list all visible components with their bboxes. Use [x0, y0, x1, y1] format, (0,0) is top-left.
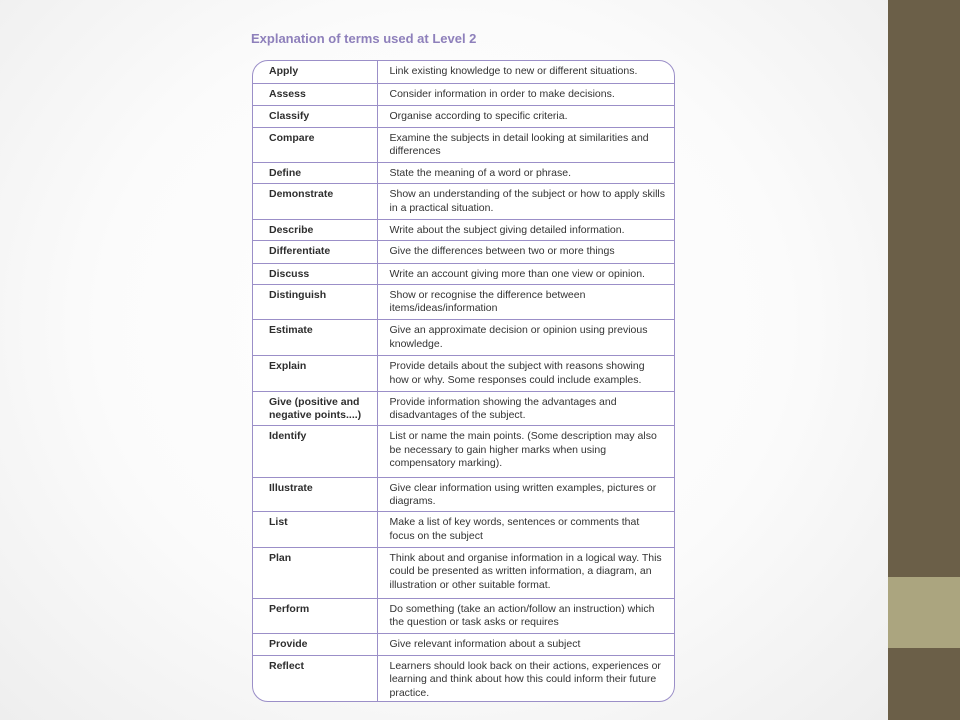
term-cell: Identify — [253, 426, 377, 478]
table-row — [253, 655, 674, 701]
table-row — [253, 320, 674, 356]
table-row — [253, 83, 674, 105]
table-row — [253, 391, 674, 426]
term-cell: Discuss — [253, 263, 377, 284]
definition-cell: List or name the main points. (Some description may also be necessary to gain higher marks when using compensatory marking). — [377, 426, 674, 478]
definition-cell: Do something (take an action/follow an instruction) which the question or task asks or requires — [377, 598, 674, 634]
table-row — [253, 634, 674, 655]
definition-cell: Give relevant information about a subject — [377, 634, 674, 655]
table-row — [253, 426, 674, 478]
definition-cell: Write about the subject giving detailed information. — [377, 219, 674, 240]
term-cell: Apply — [253, 61, 377, 83]
definition-cell: Link existing knowledge to new or different situations. — [377, 61, 674, 83]
term-cell: Differentiate — [253, 241, 377, 263]
term-cell: Illustrate — [253, 477, 377, 512]
definition-cell: Provide details about the subject with reasons showing how or why. Some responses could include examples. — [377, 356, 674, 392]
document-title: Explanation of terms used at Level 2 — [251, 31, 477, 46]
term-cell: Assess — [253, 83, 377, 105]
table-row — [253, 284, 674, 320]
table-row — [253, 106, 674, 127]
side-band-top — [888, 0, 960, 577]
definition-cell: Make a list of key words, sentences or comments that focus on the subject — [377, 512, 674, 548]
table-row — [253, 477, 674, 512]
table-row — [253, 547, 674, 598]
term-cell: Distinguish — [253, 284, 377, 320]
definition-cell: Show or recognise the difference between items/ideas/information — [377, 284, 674, 320]
term-cell: Classify — [253, 106, 377, 127]
table-row — [253, 241, 674, 263]
side-band-bottom — [888, 648, 960, 720]
definition-cell: Give the differences between two or more things — [377, 241, 674, 263]
table-row — [253, 598, 674, 634]
term-cell: Provide — [253, 634, 377, 655]
table-row — [253, 163, 674, 184]
terms-table-body — [253, 61, 674, 701]
definition-cell: Provide information showing the advantages and disadvantages of the subject. — [377, 391, 674, 426]
term-cell: Describe — [253, 219, 377, 240]
definition-cell: Organise according to specific criteria. — [377, 106, 674, 127]
term-cell: Perform — [253, 598, 377, 634]
definition-cell: Give an approximate decision or opinion using previous knowledge. — [377, 320, 674, 356]
definition-cell: Give clear information using written examples, pictures or diagrams. — [377, 477, 674, 512]
terms-table — [253, 61, 674, 701]
definition-cell: Write an account giving more than one view or opinion. — [377, 263, 674, 284]
terms-table-frame — [252, 60, 675, 702]
definition-cell: Learners should look back on their actions, experiences or learning and think about how this could inform their future practice. — [389, 659, 661, 699]
term-cell: Define — [253, 163, 377, 184]
definition-cell: Show an understanding of the subject or how to apply skills in a practical situation. — [377, 184, 674, 220]
term-cell: Explain — [253, 356, 377, 392]
definition-cell: Think about and organise information in a logical way. This could be presented as written information, a diagram, an illustration or other suitable format. — [377, 547, 674, 598]
definition-cell: Consider information in order to make decisions. — [377, 83, 674, 105]
table-row — [253, 512, 674, 548]
definition-cell: State the meaning of a word or phrase. — [377, 163, 674, 184]
definition-cell: Examine the subjects in detail looking at similarities and differences — [377, 127, 674, 163]
term-cell: Plan — [253, 547, 377, 598]
term-cell: List — [253, 512, 377, 548]
side-band-accent — [888, 577, 960, 648]
term-cell: Give (positive and negative points....) — [253, 391, 377, 426]
term-cell: Demonstrate — [253, 184, 377, 220]
table-row — [253, 127, 674, 163]
term-cell: Estimate — [253, 320, 377, 356]
table-row — [253, 184, 674, 220]
term-cell: Reflect — [253, 655, 377, 701]
table-row — [253, 263, 674, 284]
table-row — [253, 356, 674, 392]
table-row — [253, 61, 674, 83]
table-row — [253, 219, 674, 240]
term-cell: Compare — [253, 127, 377, 163]
